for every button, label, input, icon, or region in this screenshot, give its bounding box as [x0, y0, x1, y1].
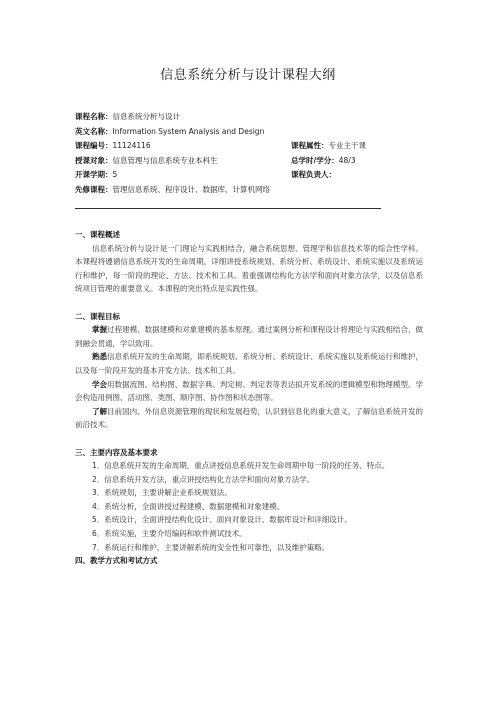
divider-line: [75, 208, 381, 209]
english-name-value: Information System Analysis and Design: [112, 126, 265, 136]
course-name-label: 课程名称：: [75, 112, 113, 121]
meta-row-code: [75, 139, 415, 154]
objective-2: [75, 350, 423, 377]
objective-1: [75, 323, 423, 350]
objective-2-keyword: 熟悉: [92, 352, 108, 362]
meta-row-english: [75, 125, 415, 140]
content-item-3: 3．系统规划，主要讲解企业系统规划法。: [92, 488, 232, 498]
overview-paragraph: 信息系统分析与设计是一门理论与实践相结合，融合系统思想、管理学和信息技术等的综合性学科。本课程将遵循信息系统开发的生命周期，详细讲授系统规划、系统分析、系统设计、系统实施以及系统运行和维护，每一阶段的理论、方法、技术和工具。着重强调结构化方法学和面向对象方法学，以及信息系统项目管理的重要意义。本课程的突出特点是实践性强。: [75, 243, 423, 294]
english-name-label: 英文名称：: [75, 126, 113, 136]
hours-label: 总学时/学分：: [291, 155, 339, 165]
meta-row-prereq: [75, 183, 415, 198]
target-value: 信息管理与信息系统专业本科生: [112, 155, 218, 165]
objective-3-text: 用数据流图、结构图、数据字典、判定树、判定表等表达拟开发系统的逻辑模型和物理模型。学会构造用例图、活动图、类图、顺序图、协作图和状态图等。: [75, 379, 423, 403]
page-title: 信息系统分析与设计课程大纲: [160, 68, 336, 83]
course-code-value: 11124116: [112, 141, 151, 151]
objective-4: [75, 405, 423, 432]
content-item-2: 2．信息系统开发方法，重点讲授结构化方法学和面向对象方法学。: [92, 474, 315, 484]
section-heading-overview: 一、课程概述: [75, 230, 120, 239]
course-name-value: 信息系统分析与设计: [112, 112, 180, 121]
objective-2-text: 信息系统开发的生命周期，即系统规划、系统分析、系统设计、系统实施以及系统运行和维护，以及每一阶段开发的基本开发方法、技术和工具。: [75, 352, 423, 375]
content-item-4: 4．系统分析，全面讲授过程建模、数据建模和对象建模。: [92, 501, 285, 511]
owner-label: 课程负责人：: [291, 170, 336, 180]
objective-3: [75, 378, 423, 405]
hours-value: 48/3: [338, 155, 356, 165]
section-heading-content: 三、主要内容及基本要求: [75, 447, 158, 457]
objective-3-keyword: 学会: [92, 379, 108, 389]
objective-1-text: 过程建模、数据建模和对象建模的基本原理。通过案例分析和课程设计将理论与实践相结合，做到融会贯通，学以致用。: [75, 325, 423, 348]
target-label: 授课对象：: [75, 155, 113, 165]
section-heading-objectives: 二、课程目标: [75, 311, 120, 321]
course-code-label: 课程编号：: [75, 141, 113, 151]
objective-4-keyword: 了解: [92, 406, 108, 416]
meta-row-name: [75, 110, 415, 125]
content-item-1: 1．信息系统开发的生命周期，重点讲授信息系统开发生命周期中每一阶段的任务、特点。: [92, 461, 390, 471]
prereq-value: 管理信息系统、程序设计、数据库、计算机网络: [112, 184, 270, 194]
objective-1-keyword: 掌握: [92, 325, 108, 335]
content-item-5: 5．系统设计，全面讲授结构化设计、面向对象设计、数据库设计和详细设计。: [92, 515, 352, 525]
content-item-7: 7．系统运行和维护，主要讲解系统的安全性和可靠性，以及维护策略。: [92, 542, 330, 552]
course-attr-label: 课程属性：: [291, 141, 329, 151]
course-meta: [75, 110, 415, 198]
meta-row-term: [75, 168, 415, 183]
document-body: [75, 228, 423, 568]
section-heading-teaching: 四、教学方式和考试方式: [75, 556, 158, 566]
objective-4-text: 目前国内、外信息资源管理的现状和发展趋势，认识到信息化的重大意义，了解信息系统开发的前沿技术。: [75, 406, 423, 430]
prereq-label: 先修课程：: [75, 184, 113, 194]
term-label: 开课学期：: [75, 170, 113, 180]
content-item-6: 6．系统实施，主要介绍编码和软件测试技术。: [92, 529, 247, 539]
course-attr-value: 专业主干课: [328, 141, 366, 151]
term-value: 5: [112, 170, 118, 180]
meta-row-target: [75, 154, 415, 169]
